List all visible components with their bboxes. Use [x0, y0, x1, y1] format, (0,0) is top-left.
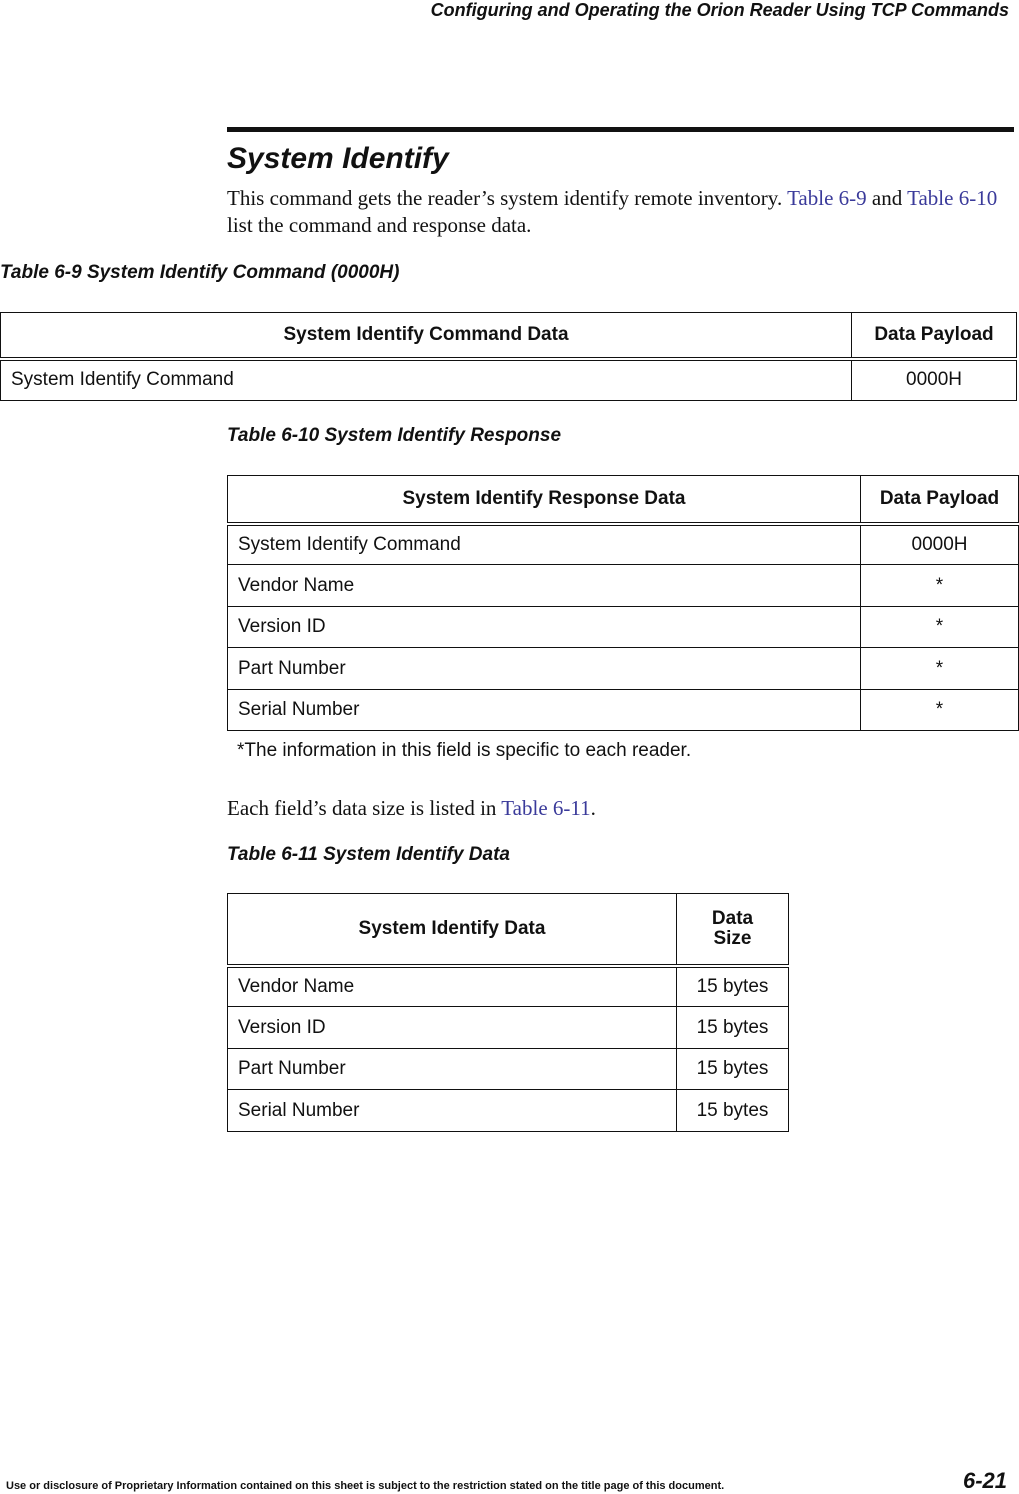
- table-cell: 0000H: [861, 524, 1019, 565]
- table-cell: 15 bytes: [677, 1090, 789, 1132]
- table-header-cell: System Identify Command Data: [1, 313, 852, 359]
- paragraph-text: Each field’s data size is listed in: [227, 796, 502, 820]
- footer-notice: Use or disclosure of Proprietary Information contained on this sheet is subject to the restriction stated on the title page of this document.: [6, 1480, 725, 1492]
- table-cell: System Identify Command: [228, 524, 861, 565]
- table-cell: Version ID: [228, 607, 861, 648]
- table-row: [228, 607, 1019, 648]
- table-header-cell: Data Payload: [861, 476, 1019, 524]
- table-6-10-link[interactable]: Table 6-10: [907, 186, 998, 210]
- table-row: [228, 648, 1019, 690]
- table-cell: 15 bytes: [677, 966, 789, 1007]
- table-cell: *: [861, 648, 1019, 690]
- table-cell: 0000H: [852, 359, 1017, 401]
- intro-paragraph: [227, 185, 1007, 239]
- table-footnote: *The information in this field is specific to each reader.: [237, 740, 692, 761]
- table-cell: Part Number: [228, 1049, 677, 1090]
- table-row: [228, 565, 1019, 607]
- table-cell: Vendor Name: [228, 966, 677, 1007]
- field-size-paragraph: [227, 795, 596, 822]
- table-6-11: [227, 893, 789, 1132]
- table-cell: *: [861, 565, 1019, 607]
- table-6-9-link[interactable]: Table 6-9: [787, 186, 867, 210]
- table-6-10: [227, 475, 1019, 731]
- section-rule: [227, 127, 1014, 132]
- page-number: 6-21: [962, 1468, 1007, 1493]
- table-cell: System Identify Command: [1, 359, 852, 401]
- running-header: Configuring and Operating the Orion Reader Using TCP Commands: [430, 0, 1009, 20]
- table-cell: *: [861, 690, 1019, 731]
- table-cell: 15 bytes: [677, 1049, 789, 1090]
- paragraph-text: .: [590, 796, 596, 820]
- table-cell: 15 bytes: [677, 1007, 789, 1049]
- table-header-cell: System Identify Response Data: [228, 476, 861, 524]
- table-6-11-link[interactable]: Table 6-11: [501, 796, 591, 820]
- table-cell: Version ID: [228, 1007, 677, 1049]
- table-row: [228, 966, 789, 1007]
- intro-text: and: [866, 186, 908, 210]
- table-cell: Part Number: [228, 648, 861, 690]
- table-cell: Serial Number: [228, 690, 861, 731]
- table-header-cell: Data Size: [677, 894, 789, 966]
- table-6-11-caption: Table 6-11 System Identify Data: [227, 844, 510, 865]
- table-header-cell: System Identify Data: [228, 894, 677, 966]
- table-header-cell: Data Payload: [852, 313, 1017, 359]
- table-6-9-caption: Table 6-9 System Identify Command (0000H): [0, 262, 400, 283]
- table-6-10-caption: Table 6-10 System Identify Response: [227, 425, 562, 446]
- table-row: [228, 690, 1019, 731]
- table-row: [228, 1007, 789, 1049]
- table-row: [228, 1049, 789, 1090]
- table-row: [1, 359, 1017, 401]
- table-row: [228, 524, 1019, 565]
- table-cell: *: [861, 607, 1019, 648]
- table-cell: Serial Number: [228, 1090, 677, 1132]
- table-6-9: [0, 312, 1017, 401]
- intro-text: list the command and response data.: [227, 213, 532, 237]
- table-cell: Vendor Name: [228, 565, 861, 607]
- intro-text: This command gets the reader’s system identify remote inventory.: [227, 186, 788, 210]
- section-title: System Identify: [227, 142, 449, 175]
- table-row: [228, 1090, 789, 1132]
